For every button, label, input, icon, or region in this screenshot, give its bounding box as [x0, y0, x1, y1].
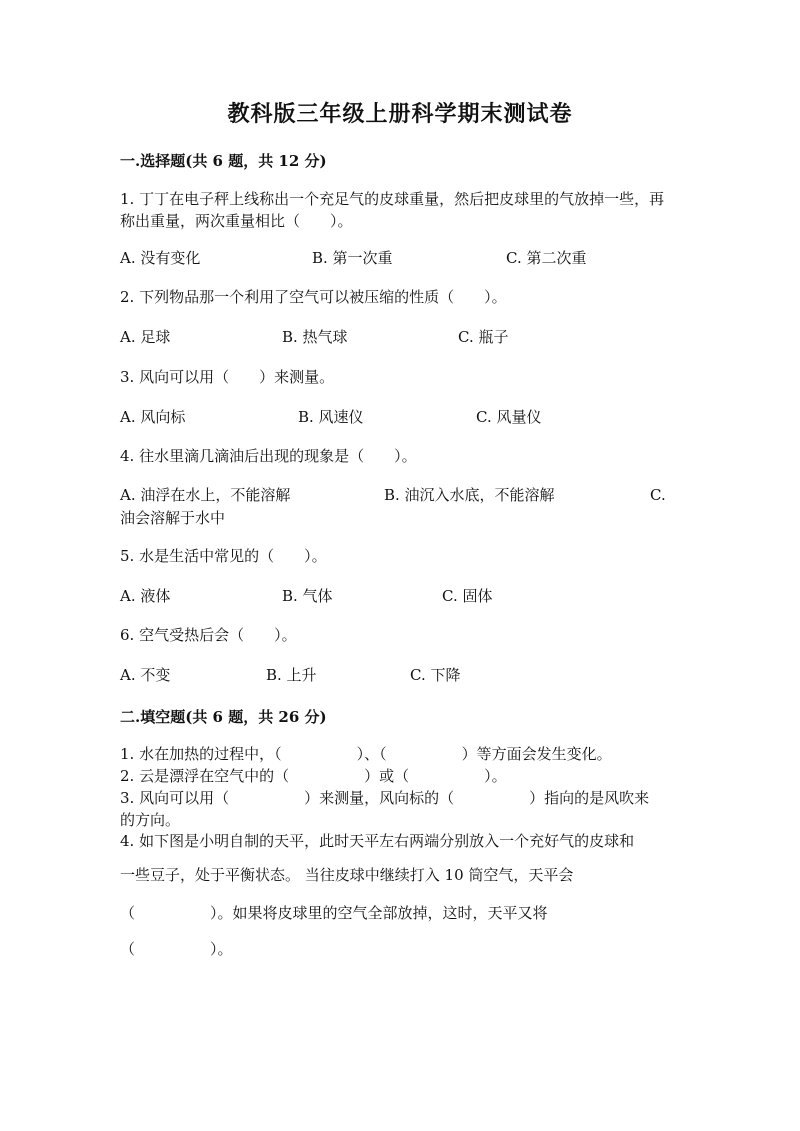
question-5: 5. 水是生活中常见的（ ）。 [120, 547, 327, 565]
options-1 [120, 247, 668, 269]
option-b: B. 热气球 [282, 328, 348, 346]
options-3 [120, 406, 668, 428]
option-c-continuation: 油会溶解于水中 [120, 509, 226, 527]
fill-line-4-blank-2: （ ）。 [120, 940, 233, 958]
fill-line-3-continued: 的方向。 [120, 811, 181, 829]
option-a: A. 液体 [120, 587, 171, 605]
fill-line-3: 3. 风向可以用（ ）来测量，风向标的（ ）指向的是风吹来 [120, 789, 650, 807]
option-a: A. 足球 [120, 328, 171, 346]
option-c: C. 固体 [442, 587, 493, 605]
section-heading-fill: 二.填空题(共 6 题，共 26 分) [120, 708, 327, 726]
fill-line-1: 1. 水在加热的过程中，（ ）、（ ）等方面会发生变化。 [120, 745, 612, 763]
option-b: B. 上升 [266, 666, 317, 684]
option-b: B. 油沉入水底，不能溶解 [384, 486, 555, 504]
fill-line-4-blank-1: （ ）。如果将皮球里的空气全部放掉，这时，天平又将 [120, 904, 548, 922]
option-a: A. 油浮在水上，不能溶解 [120, 486, 291, 504]
option-c: C. [650, 486, 666, 504]
question-2: 2. 下列物品那一个利用了空气可以被压缩的性质（ ）。 [120, 288, 507, 306]
option-b: B. 第一次重 [312, 249, 393, 267]
question-6: 6. 空气受热后会（ ）。 [120, 626, 297, 644]
page-title: 教科版三年级上册科学期末测试卷 [227, 101, 573, 127]
option-c: C. 风量仪 [476, 408, 542, 426]
option-a: A. 不变 [120, 666, 171, 684]
options-6 [120, 664, 668, 686]
question-3: 3. 风向可以用（ ）来测量。 [120, 368, 335, 386]
fill-line-4-continued: 一些豆子，处于平衡状态。 当往皮球中继续打入 10 筒空气，天平会 [120, 866, 574, 884]
options-2 [120, 326, 668, 348]
fill-line-2: 2. 云是漂浮在空气中的（ ）或（ ）。 [120, 767, 507, 785]
option-c: C. 第二次重 [506, 249, 587, 267]
fill-line-4: 4. 如下图是小明自制的天平，此时天平左右两端分别放入一个充好气的皮球和 [120, 832, 635, 850]
option-b: B. 风速仪 [298, 408, 364, 426]
option-b: B. 气体 [282, 587, 333, 605]
question-1: 1. 丁丁在电子秤上线称出一个充足气的皮球重量，然后把皮球里的气放掉一些，再称出重量，两次重量相比（ ）。 [120, 190, 665, 230]
options-5 [120, 585, 668, 607]
option-a: A. 没有变化 [120, 249, 201, 267]
option-a: A. 风向标 [120, 408, 186, 426]
question-4: 4. 往水里滴几滴油后出现的现象是（ ）。 [120, 447, 417, 465]
option-c: C. 瓶子 [458, 328, 509, 346]
option-c: C. 下降 [410, 666, 461, 684]
section-heading-choice: 一.选择题(共 6 题，共 12 分) [120, 152, 327, 170]
options-4 [120, 484, 668, 506]
